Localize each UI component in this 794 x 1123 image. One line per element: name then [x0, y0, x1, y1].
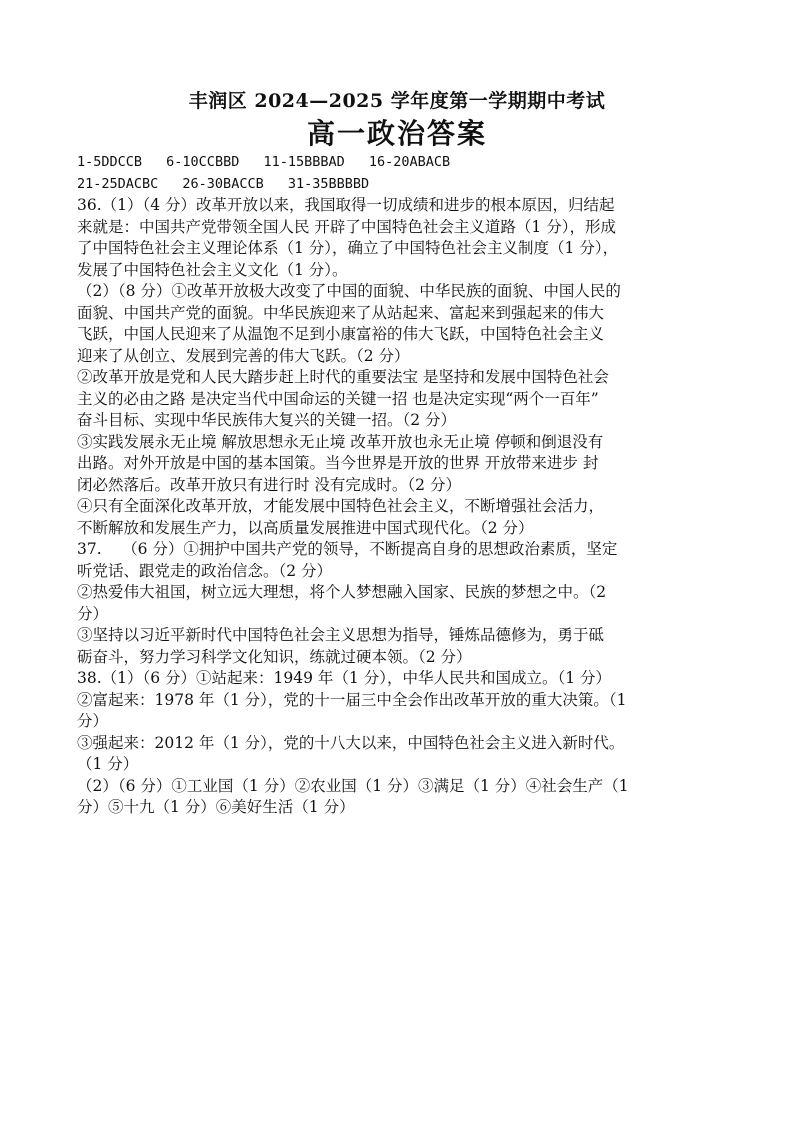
text-line: ③坚持以习近平新时代中国特色社会主义思想为指导，锤炼品德修为，勇于砥: [77, 626, 605, 644]
text-line: 出路。对外开放是中国的基本国策。当今世界是开放的世界 开放带来进步 封: [77, 454, 599, 472]
text-line: ④只有全面深化改革开放，才能发展中国特色社会主义，不断增强社会活力，: [77, 497, 605, 515]
choice-answer-group: 21-25DACBC: [77, 175, 159, 192]
choice-answer-group: 16-20ABACB: [368, 154, 451, 170]
text-line: 发展了中国特色社会主义文化（1 分）。: [77, 260, 348, 279]
text-line: 37. （6 分）①拥护中国共产党的领导，不断提高自身的思想政治素质，坚定: [77, 540, 618, 558]
text-line: 闭必然落后。改革开放只有进行时 没有完成时。（2 分）: [77, 475, 461, 494]
text-line: 了中国特色社会主义理论体系（1 分），确立了中国特色社会主义制度（1 分），: [77, 239, 619, 257]
text-line: 砺奋斗，努力学习科学文化知识，练就过硬本领。（2 分）: [77, 647, 472, 666]
text-line: ③强起来：2012 年（1 分），党的十八大以来，中国特色社会主义进入新时代。: [77, 733, 625, 752]
q38-answer: [77, 668, 727, 819]
text-line: 迎来了从创立、发展到完善的伟大飞跃。（2 分）: [77, 346, 410, 365]
text-line: 主义的必由之路 是决定当代中国命运的关键一招 也是决定实现“两个一百年”: [77, 389, 599, 408]
text-line: （2）（6 分）①工业国（1 分）②农业国（1 分）③满足（1 分）④社会生产（1: [77, 776, 629, 795]
choice-answer-group: 11-15BBBAD: [263, 154, 345, 170]
choice-answer-group: 26-30BACCB: [182, 175, 264, 192]
text-line: （1 分）: [77, 755, 139, 773]
choice-answers-row-2: [77, 174, 727, 196]
text-line: 飞跃，中国人民迎来了从温饱不足到小康富裕的伟大飞跃，中国特色社会主义: [77, 325, 605, 343]
text-line: 面貌、中国共产党的面貌。中华民族迎来了从站起来、富起来到强起来的伟大: [77, 303, 605, 322]
text-line: ②热爱伟大祖国，树立远大理想，将个人梦想融入国家、民族的梦想之中。（2: [77, 583, 607, 601]
text-line: 来就是：中国共产党带领全国人民 开辟了中国特色社会主义道路（1 分），形成: [77, 217, 616, 236]
text-line: （2）（8 分）①改革开放极大改变了中国的面貌、中华民族的面貌、中国人民的: [77, 282, 621, 300]
text-line: 分）⑤十九（1 分）⑥美好生活（1 分）: [77, 798, 355, 816]
choice-answers-row-1: [77, 152, 727, 174]
text-line: 不断解放和发展生产力，以高质量发展推进中国式现代化。（2 分）: [77, 518, 534, 537]
text-line: 听党话、跟党走的政治信念。（2 分）: [77, 561, 333, 580]
text-line: 分）: [77, 604, 109, 623]
subject-title: 高一政治答案: [306, 117, 487, 150]
text-line: ③实践发展永无止境 解放思想永无止境 改革开放也永无止境 停顿和倒退没有: [77, 432, 604, 451]
q36-answer: [77, 195, 727, 539]
choice-answer-group: 31-35BBBBD: [287, 175, 370, 192]
text-line: ②富起来：1978 年（1 分），党的十一届三中全会作出改革开放的重大决策。（1: [77, 690, 627, 709]
text-line: 分）: [77, 712, 109, 730]
text-line: 38.（1）（6 分）①站起来：1949 年（1 分），中华人民共和国成立。（1 分）: [77, 669, 612, 687]
exam-title: 丰润区 2024—2025 学年度第一学期期中考试: [188, 90, 606, 112]
text-line: 36.（1）（4 分）改革开放以来，我国取得一切成绩和进步的根本原因，归结起: [77, 196, 615, 214]
q37-answer: [77, 539, 727, 668]
answer-body: [77, 152, 727, 819]
choice-answer-group: 6-10CCBBD: [166, 154, 240, 170]
text-line: ②改革开放是党和人民大踏步赶上时代的重要法宝 是坚持和发展中国特色社会: [77, 368, 609, 386]
choice-answer-group: 1-5DDCCB: [77, 154, 143, 170]
text-line: 奋斗目标、实现中华民族伟大复兴的关键一招。（2 分）: [77, 411, 457, 429]
